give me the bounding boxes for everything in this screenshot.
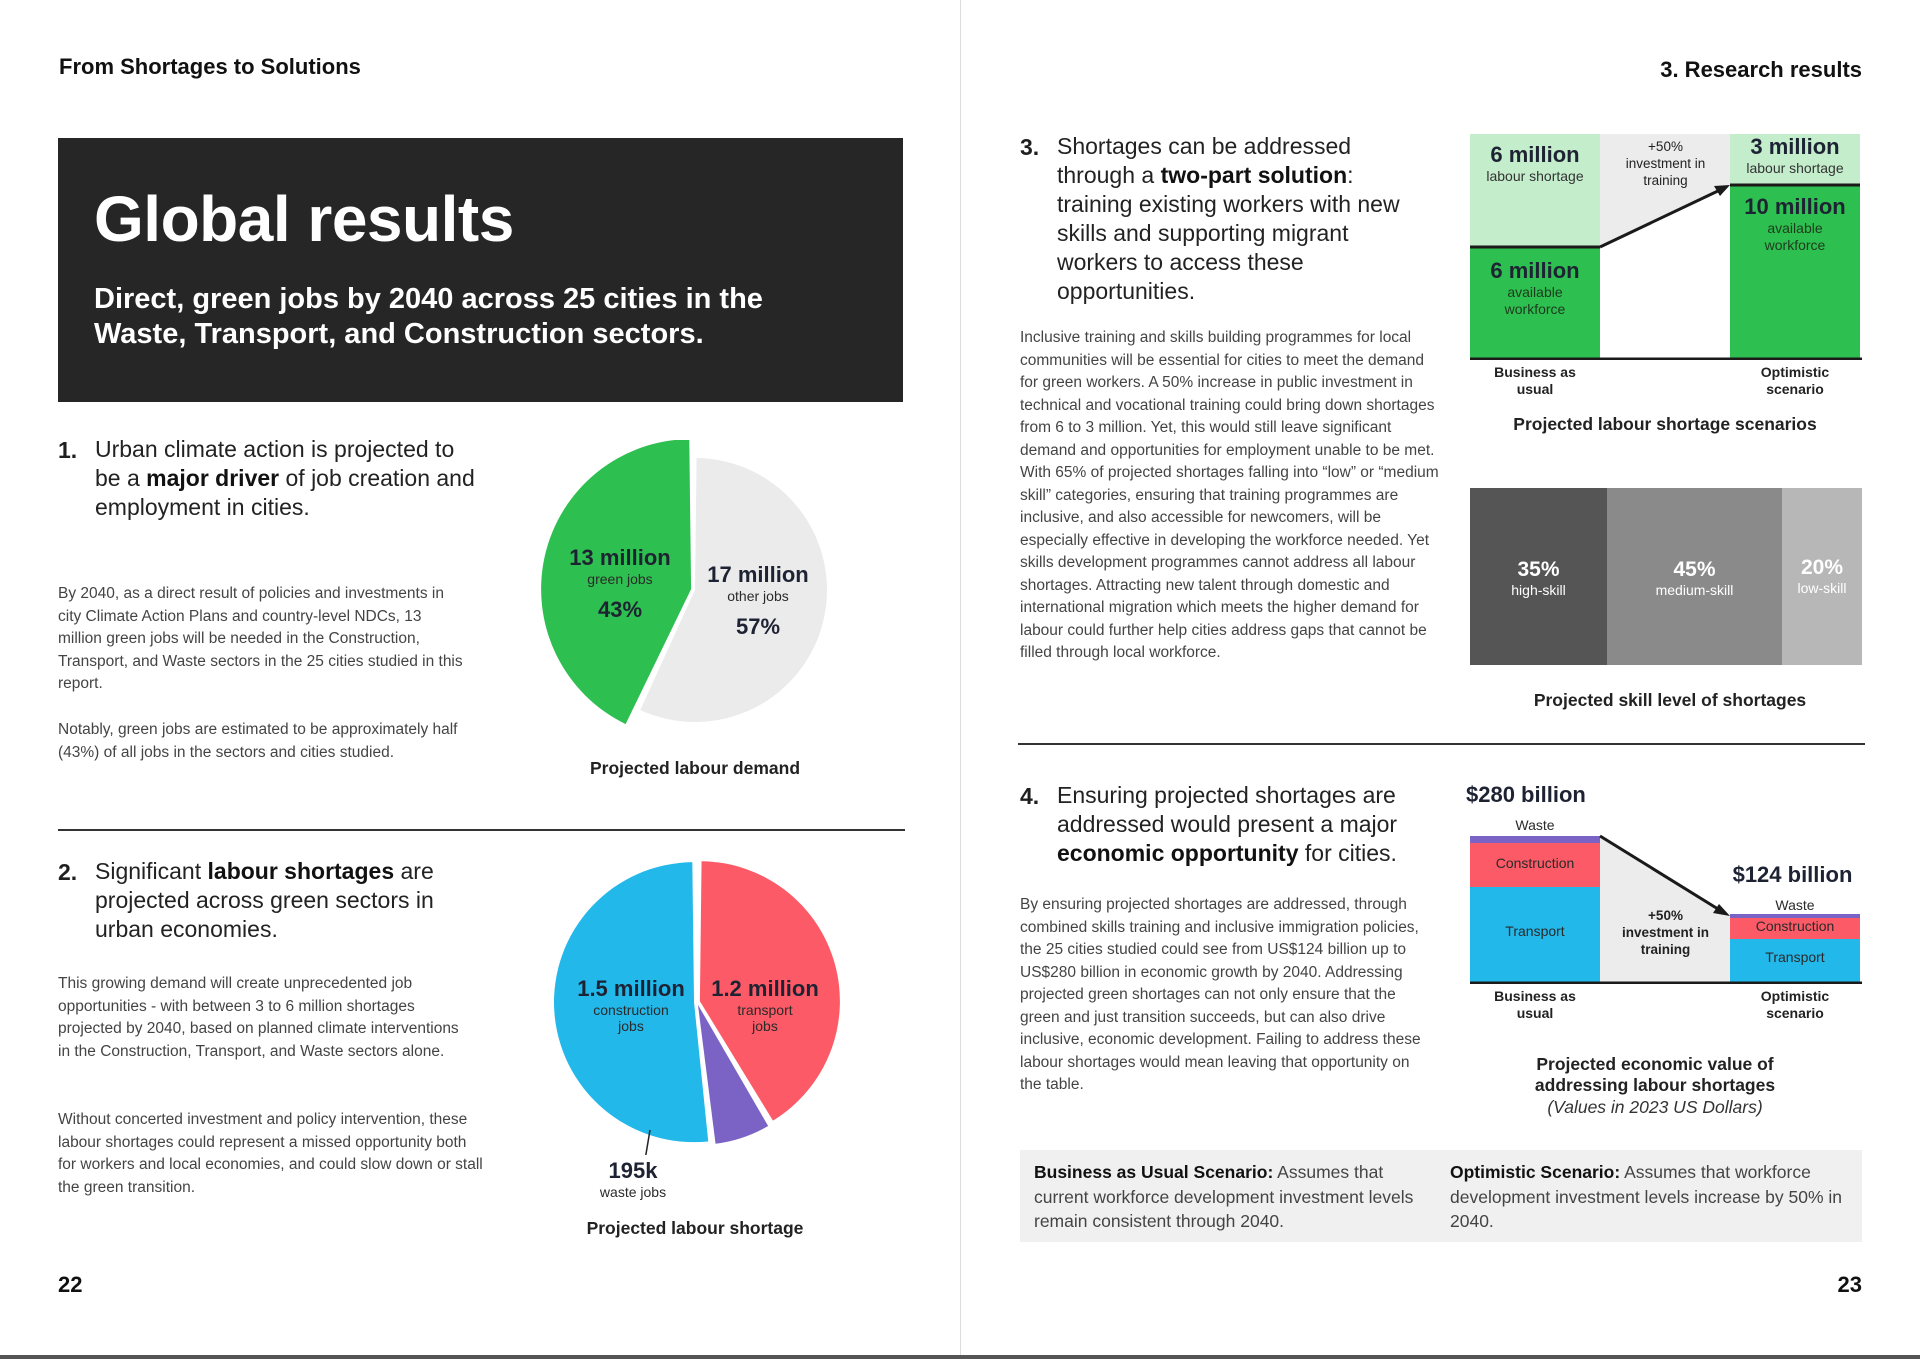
scenario-mid-text: +50% investment in training: [1625, 139, 1706, 188]
point3-heading-a: Shortages can be addressed through a: [1057, 133, 1352, 188]
point1-paragraph-2: Notably, green jobs are estimated to be approximately half (43%) of all jobs in the sectors and cities studied.: [58, 721, 458, 761]
point1-heading: [95, 435, 480, 522]
skill-high-value: 35%: [1517, 558, 1560, 581]
opt-available-name: available workforce: [1764, 220, 1826, 253]
opt-note-text: Assumes that workforce development investment levels increase by 50% in 2040.: [1450, 1162, 1843, 1231]
econ-bau-total: $280 billion: [1466, 782, 1586, 807]
skill-low-name: low-skill: [1797, 580, 1847, 596]
opt-scenario-note: [1450, 1160, 1850, 1234]
point2-paragraph-1: This growing demand will create unprecedented job opportunities - with between 3 to 6 million shortages projected by 2040, based on planned climate interventions in the Construction, Transport, and Waste sectors alone.: [58, 975, 459, 1060]
point3-heading-bold: two-part solution: [1160, 162, 1348, 188]
point3-number: 3.: [1020, 134, 1040, 160]
point3-paragraph: Inclusive training and skills building programmes for local communities will be essential for cities to meet the demand for green workers. A 50% increase in public investment in technical and vocational training could bring down shortages from 6 to 3 million. Yet, this would still leave significant demand and opportunities for employment unable to be met. With 65% of projected shortages falling into “low” or “medium skill” categories, ensuring that training programmes are inclusive, and also accessible for newcomers, will be especially effective in developing the workforce needed. Yet skills development programmes cannot address all labour shortages. Attracting new talent through domestic and international migration which meets the higher demand for labour could further help cities address gaps that cannot be filled through local workforce.: [1020, 329, 1439, 661]
opt-shortage-label: [1730, 134, 1860, 177]
econ-opt-waste-label: Waste: [1775, 897, 1815, 913]
right-section-divider: [1018, 743, 1865, 745]
point1-heading-bold: major driver: [146, 465, 280, 491]
bau-shortage-label: [1470, 142, 1600, 185]
econ-mid-text: +50% investment in training: [1621, 908, 1710, 957]
demand-green-percent: 43%: [597, 597, 643, 622]
shortage-transport-value: 1.2 million: [711, 976, 819, 1001]
demand-other-label: [693, 562, 823, 640]
point4-number: 4.: [1020, 783, 1040, 809]
scenario-bau-caption: Business as usual: [1494, 364, 1576, 397]
point2-heading: [95, 857, 485, 944]
point1-heading-a: Urban climate action is projected to be a: [95, 436, 455, 491]
shortage-waste-value: 195k: [608, 1158, 658, 1183]
skill-medium-block: [1607, 488, 1782, 665]
skill-high-block: [1470, 488, 1607, 665]
demand-other-value: 17 million: [707, 562, 809, 587]
page-gutter: [960, 0, 961, 1359]
scenario-notes-box: [1020, 1150, 1862, 1242]
bau-scenario-note: [1034, 1160, 1429, 1234]
point2-heading-a: Significant: [95, 858, 208, 884]
opt-available-value: 10 million: [1744, 194, 1846, 219]
shortage-transport-label: [700, 976, 830, 1034]
skill-low-block: [1782, 488, 1862, 665]
point4-heading-b: for cities.: [1298, 840, 1397, 866]
bau-shortage-name: labour shortage: [1486, 168, 1584, 184]
econ-bau-caption: Business as usual: [1494, 988, 1576, 1021]
opt-note-title: Optimistic Scenario:: [1450, 1162, 1621, 1182]
page-bottom-edge: [0, 1355, 1920, 1359]
running-head-right: 3. Research results: [1660, 57, 1862, 82]
scenario-mid-label: [1618, 138, 1713, 189]
demand-green-value: 13 million: [569, 545, 671, 570]
econ-chart-subcaption: (Values in 2023 US Dollars): [1547, 1097, 1763, 1117]
econ-mid-label: [1618, 907, 1713, 958]
bau-shortage-value: 6 million: [1490, 142, 1580, 167]
point4-heading: [1057, 781, 1442, 868]
skill-medium-name: medium-skill: [1655, 582, 1734, 598]
running-head-left: From Shortages to Solutions: [59, 54, 361, 79]
econ-bau-transport-label: Transport: [1505, 923, 1565, 939]
demand-other-name: other jobs: [727, 588, 789, 604]
scenario-chart-caption: Projected labour shortage scenarios: [1513, 414, 1817, 434]
shortage-waste-name: waste jobs: [599, 1184, 667, 1200]
point1-number: 1.: [58, 437, 78, 463]
page-number-right: 23: [1837, 1272, 1862, 1297]
point1-heading-b: of job creation and employment in cities.: [95, 465, 475, 520]
bau-available-value: 6 million: [1490, 258, 1580, 283]
hero-banner: [58, 138, 903, 402]
point2-heading-bold: labour shortages: [207, 858, 395, 884]
bau-available-label: [1470, 258, 1600, 318]
left-section-divider: [58, 829, 905, 831]
econ-bau-construction-label: Construction: [1495, 855, 1575, 871]
econ-bau-waste-label: Waste: [1515, 817, 1555, 833]
point2-paragraph-2: Without concerted investment and policy intervention, these labour shortages could represent a missed opportunity both for workers and local economies, and could slow down or stall the green transition.: [58, 1111, 483, 1196]
econ-opt-transport-label: Transport: [1765, 949, 1825, 965]
demand-green-name: green jobs: [587, 571, 653, 587]
hero-title: Global results: [94, 183, 514, 255]
point4-heading-bold: economic opportunity: [1057, 840, 1299, 866]
econ-opt-construction-label: Construction: [1755, 918, 1835, 934]
shortage-waste-label: [583, 1158, 683, 1200]
skill-chart-caption: Projected skill level of shortages: [1533, 690, 1807, 710]
opt-shortage-value: 3 million: [1750, 134, 1840, 159]
skill-low-value: 20%: [1800, 556, 1844, 579]
shortage-construction-name: construction jobs: [593, 1002, 669, 1034]
skill-medium-value: 45%: [1673, 558, 1716, 581]
econ-opt-caption: Optimistic scenario: [1760, 988, 1830, 1021]
opt-available-label: [1730, 194, 1860, 254]
bau-note-text: Assumes that current workforce development investment levels remain consistent through 2040.: [1034, 1162, 1414, 1231]
shortage-chart-caption: Projected labour shortage: [586, 1218, 804, 1238]
point3-heading-b: : training existing workers with new skills and supporting migrant workers to access these opportunities.: [1057, 162, 1400, 304]
demand-green-label: [555, 545, 685, 623]
opt-shortage-name: labour shortage: [1746, 160, 1844, 176]
bau-available-name: available workforce: [1504, 284, 1566, 317]
shortage-construction-label: [565, 976, 697, 1034]
shortage-transport-name: transport jobs: [737, 1002, 793, 1034]
hero-subtitle: Direct, green jobs by 2040 across 25 cities in the Waste, Transport, and Construction sectors.: [94, 283, 763, 350]
skill-high-name: high-skill: [1511, 582, 1566, 598]
shortage-construction-value: 1.5 million: [577, 976, 685, 1001]
point2-heading-b: are projected across green sectors in urban economies.: [95, 858, 434, 942]
point3-heading: [1057, 132, 1402, 306]
econ-opt-total: $124 billion: [1732, 862, 1853, 887]
scenario-opt-caption: Optimistic scenario: [1760, 364, 1830, 397]
point4-paragraph: By ensuring projected shortages are addressed, through combined skills training and inclusive immigration policies, the 25 cities studied could see from US$124 billion up to US$280 billion in economic growth by 2040. Addressing projected green shortages can not only ensure that the green and just transition succeeds, but can also drive inclusive, economic development. Failing to address these labour shortages would mean leaving that opportunity on the table.: [1020, 896, 1421, 1093]
demand-chart-caption: Projected labour demand: [589, 758, 801, 778]
point1-paragraph-1: By 2040, as a direct result of policies and investments in city Climate Action Plans and country-level NDCs, 13 million green jobs will be needed in the Construction, Transport, and Waste sectors in the 25 cities studied in this report.: [58, 585, 463, 692]
point2-number: 2.: [58, 859, 78, 885]
bau-waste-segment: [1470, 836, 1600, 843]
demand-other-percent: 57%: [735, 614, 781, 639]
bau-note-title: Business as Usual Scenario:: [1034, 1162, 1274, 1182]
econ-chart-caption: Projected economic value of addressing labour shortages: [1534, 1054, 1776, 1095]
page-number-left: 22: [58, 1272, 83, 1297]
point4-heading-a: Ensuring projected shortages are addressed would present a major: [1057, 782, 1398, 837]
